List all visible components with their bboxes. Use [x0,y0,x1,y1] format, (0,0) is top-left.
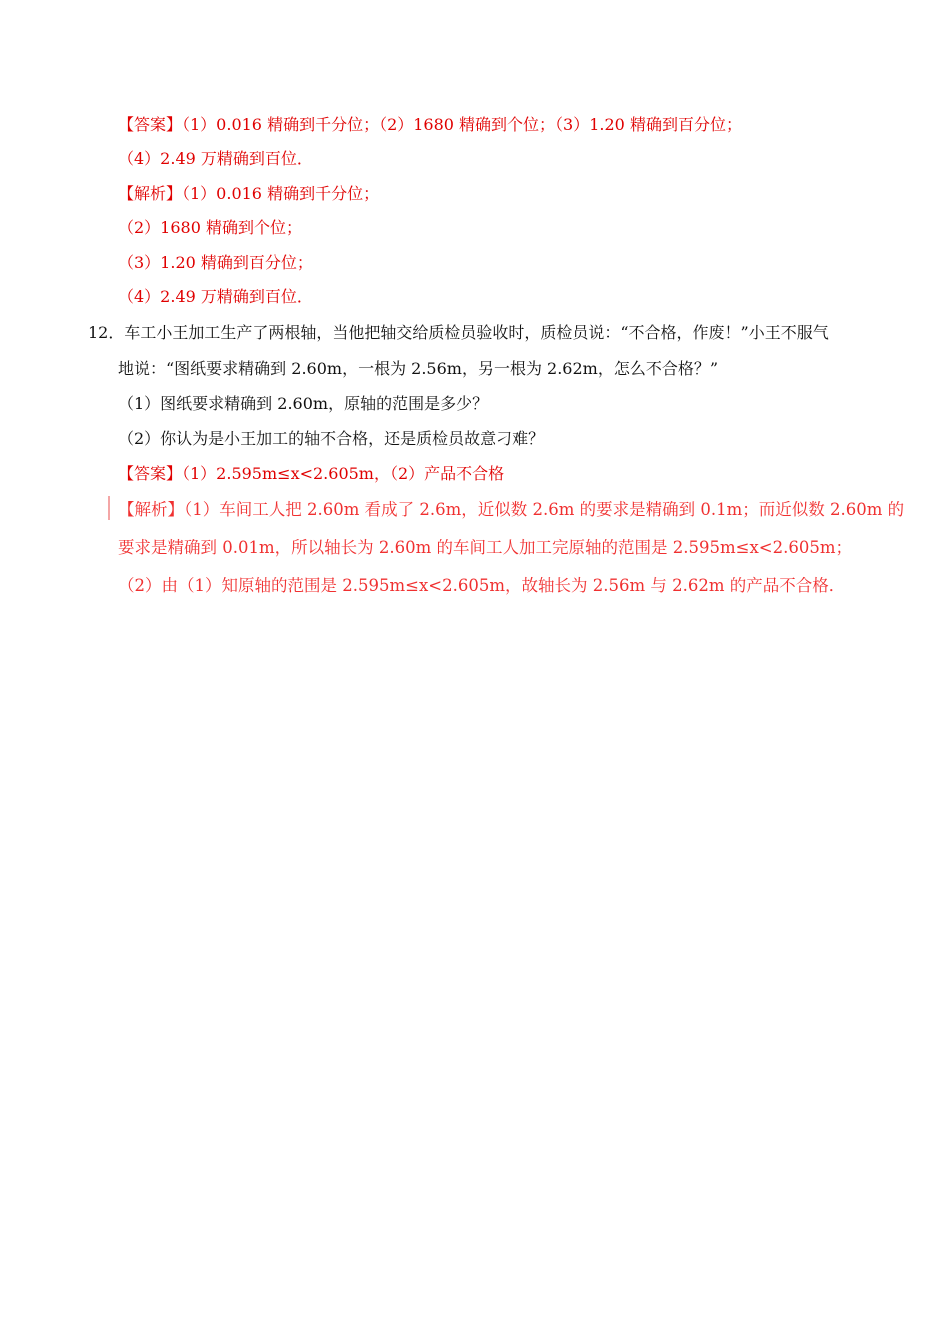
q12-analysis-block [108,492,905,604]
analysis-margin-marker [108,496,110,520]
q11-analysis-line-2: （2）1680 精确到个位； [118,218,302,237]
q11-analysis-line-1: 【解析】（1）0.016 精确到千分位； [118,184,380,203]
q11-answer-line-2: （4）2.49 万精确到百位． [118,149,313,168]
q12-stem-line-1: 12．车工小王加工生产了两根轴，当他把轴交给质检员验收时，质检员说：“不合格，作废！”小王不服气 [88,323,829,342]
q11-analysis-line-4: （4）2.49 万精确到百位． [118,287,313,306]
q12-analysis-line-2: 要求是精确到 0.01m，所以轴长为 2.60m 的车间工人加工完原轴的范围是 2.595m≤x<2.605m； [118,538,852,557]
q12-stem-line-2: 地说：“图纸要求精确到 2.60m，一根为 2.56m，另一根为 2.62m，怎么不合格？” [118,359,719,378]
q11-answer-line-1: 【答案】（1）0.016 精确到千分位；（2）1680 精确到个位；（3）1.20 精确到百分位； [118,115,742,134]
q11-analysis-line-3: （3）1.20 精确到百分位； [118,253,313,272]
q12-subquestion-1: （1）图纸要求精确到 2.60m，原轴的范围是多少？ [118,394,489,413]
q12-analysis-line-3: （2）由（1）知原轴的范围是 2.595m≤x<2.605m，故轴长为 2.56m 与 2.62m 的产品不合格． [118,576,846,595]
q12-subquestion-2: （2）你认为是小王加工的轴不合格，还是质检员故意刁难？ [118,429,545,448]
q12-answer: 【答案】（1）2.595m≤x<2.605m，（2）产品不合格 [118,464,505,483]
q12-analysis-line-1: 【解析】（1）车间工人把 2.60m 看成了 2.6m，近似数 2.6m 的要求是精确到 0.1m；而近似数 2.60m 的 [118,500,905,519]
